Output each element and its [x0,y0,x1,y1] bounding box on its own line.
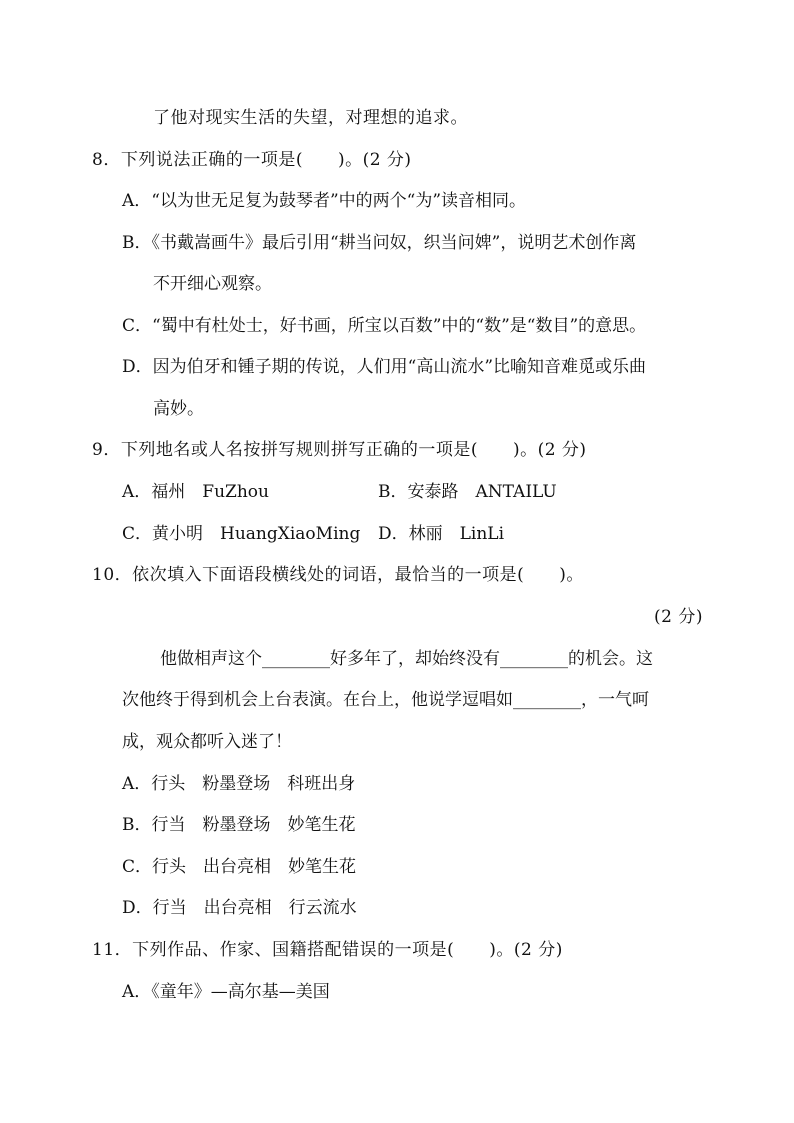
question-8-stem: 8．下列说法正确的一项是( )。(2 分) [92,150,412,170]
question-9-option-a[interactable]: A．福州 FuZhou [122,482,269,502]
question-8-option-b[interactable]: B．《书戴嵩画牛》最后引用“耕当问奴，织当问婢”，说明艺术创作离 [122,233,637,253]
question-9-stem: 9．下列地名或人名按拼写规则拼写正确的一项是( )。(2 分) [92,440,587,460]
question-10-option-b[interactable]: B．行当 粉墨登场 妙笔生花 [122,815,356,835]
question-10-option-d[interactable]: D．行当 出台亮相 行云流水 [122,898,357,918]
question-8-option-a[interactable]: A．“以为世无足复为鼓琴者”中的两个“为”读音相同。 [122,191,527,211]
question-11-stem: 11．下列作品、作家、国籍搭配错误的一项是( )。(2 分) [92,940,563,960]
question-10-score: (2 分) [654,607,703,627]
intro-continuation: 了他对现实生活的失望，对理想的追求。 [153,108,468,128]
question-11-option-a[interactable]: A．《童年》—高尔基—美国 [122,982,330,1002]
question-8-option-d-cont: 高妙。 [153,399,204,419]
question-10-passage-line-1: 他做相声这个________好多年了，却始终没有________的机会。这 [160,649,653,669]
question-10-stem: 10．依次填入下面语段横线处的词语，最恰当的一项是( )。 [92,565,584,585]
question-9-option-b[interactable]: B．安泰路 ANTAILU [378,482,557,502]
question-10-passage-line-2: 次他终于得到机会上台表演。在台上，他说学逗唱如________，一气呵 [122,690,649,710]
question-8-option-d[interactable]: D．因为伯牙和锺子期的传说，人们用“高山流水”比喻知音难觅或乐曲 [122,357,647,377]
question-10-option-c[interactable]: C．行头 出台亮相 妙笔生花 [122,857,357,877]
question-10-passage-line-3: 成，观众都听入迷了！ [122,732,292,752]
question-10-option-a[interactable]: A．行头 粉墨登场 科班出身 [122,774,356,794]
question-8-option-c[interactable]: C．“蜀中有杜处士，好书画，所宝以百数”中的“数”是“数目”的意思。 [122,316,647,336]
question-9-option-c[interactable]: C．黄小明 HuangXiaoMing [122,524,361,544]
question-8-option-b-cont: 不开细心观察。 [153,274,272,294]
question-9-option-d[interactable]: D．林丽 LinLi [378,524,505,544]
